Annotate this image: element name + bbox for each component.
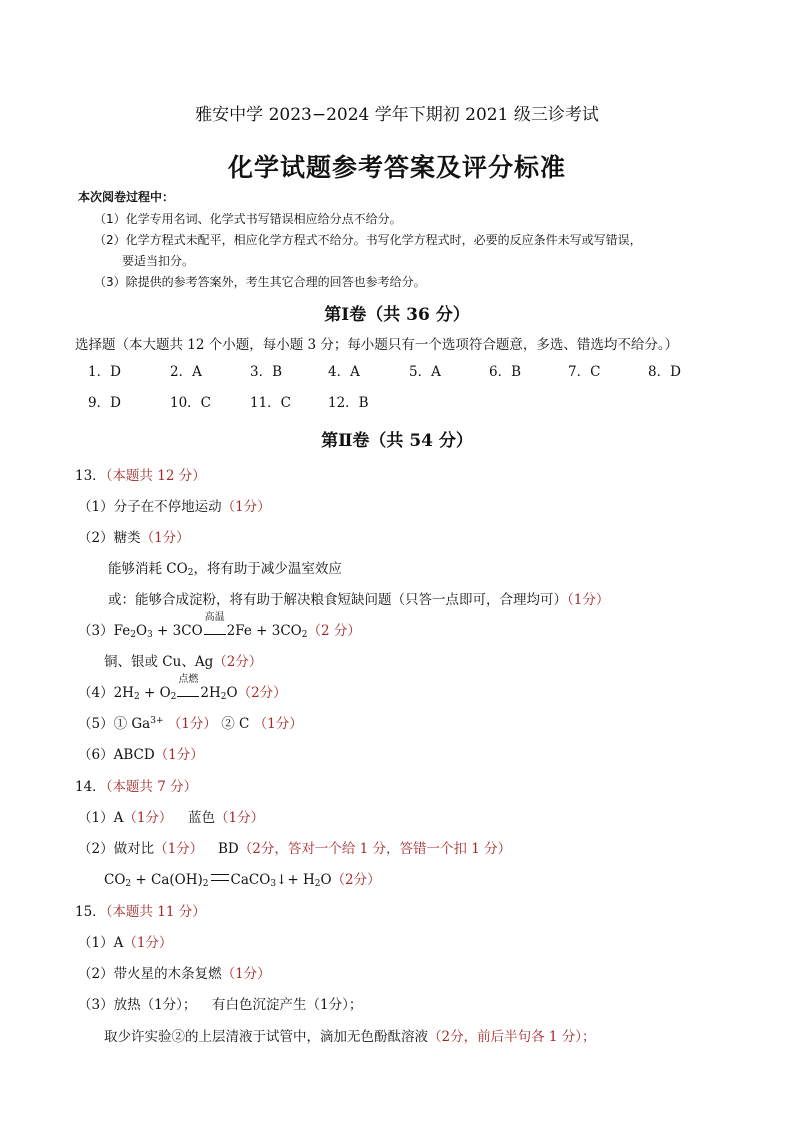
equals-sign (211, 874, 229, 881)
mcq-answer: 1．D (88, 364, 121, 380)
q13-a5b-text: ② C (221, 716, 250, 732)
q14-a1b-text: 蓝色 (188, 810, 215, 826)
q13-a2c-text: 或：能够合成淀粉，将有助于解决粮食短缺问题（只答一点即可，合理均可） (108, 592, 567, 608)
q15-a3b (212, 993, 362, 1013)
q13-number: 13． (75, 468, 106, 484)
q13-a2-score: （1分） (140, 530, 190, 546)
q13-a3b-text: 铜、银或 Cu、Ag (104, 654, 214, 670)
page-title: 化学试题参考答案及评分标准 (227, 153, 566, 182)
q13-a5-sup: 3+ (150, 716, 164, 726)
mcq-answer: 4．A (328, 364, 360, 380)
q14-a1b-score: （1分） (215, 810, 265, 826)
q15-a3c (104, 1025, 596, 1045)
mcq-answer: 10．C (170, 395, 212, 411)
q14-a1b (188, 806, 264, 826)
mcq-answer: 3．B (250, 364, 283, 380)
mcq-answer: 9．D (88, 395, 121, 411)
q15-a3-score: （1分）； (140, 997, 197, 1013)
q13-a5-score2: （1分） (253, 716, 303, 732)
q15-a3-text: （3）放热 (78, 997, 141, 1013)
q13-a2 (78, 526, 190, 546)
q13-a6 (78, 743, 204, 763)
q15-a1-score: （1分） (123, 935, 173, 951)
q13-a4-score: （2分） (237, 685, 287, 701)
q14-a2-text: （2）做对比 (78, 841, 155, 857)
q14-a2-score: （1分） (154, 841, 204, 857)
q15-a3c-text: 取少许实验②的上层清液于试管中，滴加无色酚酞溶液 (104, 1029, 428, 1045)
note-2a: （2）化学方程式未配平，相应化学方程式不给分。书写化学方程式时，必要的反应条件未写或写错误， (94, 233, 642, 247)
q15-a3 (78, 993, 196, 1013)
reaction-arrow (177, 674, 199, 701)
q13-a2-text: （2）糖类 (78, 530, 141, 546)
part1-intro: 选择题（本大题共 12 个小题，每小题 3 分；每小题只有一个选项符合题意，多选、错选均不给分。） (75, 337, 679, 353)
q15-a3b-score: （1分）； (306, 997, 363, 1013)
q13-a2c-score: （1分） (567, 592, 610, 608)
q14-number: 14． (75, 779, 106, 795)
q13-a5-text: （5）① Ga (78, 716, 151, 732)
q14-a2b-score: （2分，答对一个给 1 分，答错一个扣 1 分） (238, 841, 512, 857)
q15-a1-text: （1）A (78, 935, 124, 951)
q13-a6-score: （1分） (154, 747, 204, 763)
q14-a1-text: （1）A (78, 810, 124, 826)
q15-score: （本题共 11 分） (105, 904, 206, 920)
q15-a3c-score: （2分，前后半句各 1 分）； (428, 1029, 596, 1045)
part2-title: 第Ⅱ卷（共 54 分） (321, 431, 473, 451)
q14-a1 (78, 806, 172, 826)
q13-a5-score1: （1分） (167, 716, 217, 732)
mcq-answer: 7．C (568, 364, 601, 380)
q13-a5 (78, 712, 303, 732)
reaction-arrow (204, 612, 226, 639)
q15-heading (75, 900, 206, 920)
q13-a1-score: （1分） (221, 499, 271, 515)
q13-a6-text: （6）ABCD (78, 747, 155, 763)
mcq-answer: 11．C (250, 395, 292, 411)
q13-a1-text: （1）分子在不停地运动 (78, 499, 222, 515)
mcq-answer: 12．B (328, 395, 369, 411)
reaction-condition: 点燃 (178, 674, 199, 685)
q15-number: 15． (75, 904, 106, 920)
q13-a2b (108, 557, 342, 578)
notes-heading: 本次阅卷过程中： (78, 190, 175, 204)
q13-a3b (104, 650, 262, 670)
note-1: （1）化学专用名词、化学式书写错误相应给分点不给分。 (94, 212, 402, 226)
q13-a3-equation: $(3)Fe_2O_3 + 3CO$ 高温 $2Fe + 3CO_2(2$ 分） (78, 612, 361, 640)
q15-a2-score: （1分） (221, 966, 271, 982)
q13-a3-score: （2 分） (307, 623, 361, 639)
q13-score: （本题共 12 分） (105, 468, 206, 484)
mcq-answer: 8．D (648, 364, 681, 380)
reaction-condition: 高温 (204, 612, 225, 623)
q13-a2b-sub: 2 (187, 568, 194, 578)
note-3: （3）除提供的参考答案外，考生其它合理的回答也参考给分。 (94, 275, 426, 289)
q13-heading (75, 464, 206, 484)
mcq-answer: 2．A (170, 364, 202, 380)
part1-title: 第Ⅰ卷（共 36 分） (324, 305, 470, 325)
q14-a2b-text: BD (218, 841, 239, 857)
q13-a2b-tail: ，将有助于减少温室效应 (193, 561, 342, 577)
q13-a3b-score: （2分） (213, 654, 263, 670)
q14-equation-score: （2分） (331, 872, 381, 888)
mcq-answer: 5．A (409, 364, 441, 380)
q15-a1 (78, 931, 172, 951)
q14-a2b (218, 837, 511, 857)
mcq-answer: 6．B (489, 364, 522, 380)
q13-a1 (78, 495, 271, 515)
q13-a4-equation: $(4)2H_2 + O_2$ 点燃 $2H_2O(2$分） (78, 674, 287, 702)
q15-a2-text: （2）带火星的木条复燃 (78, 966, 222, 982)
q14-score: （本题共 7 分） (105, 779, 198, 795)
q15-a3b-text: 有白色沉淀产生 (212, 997, 307, 1013)
q14-heading (75, 775, 197, 795)
note-2b: 要适当扣分。 (122, 254, 195, 268)
q14-equation: $CO_2 + Ca(OH)_2$ CaCO$_3$↓+ $H_2O(2$分） (104, 872, 381, 889)
q13-a2c (108, 588, 609, 608)
q14-a2 (78, 837, 203, 857)
q13-a4-prefix: （4） (78, 685, 114, 701)
school-line: 雅安中学 2023−2024 学年下期初 2021 级三诊考试 (195, 105, 599, 125)
q14-a1-score: （1分） (123, 810, 173, 826)
q15-a2 (78, 962, 271, 982)
q13-a3-prefix: （3） (78, 623, 114, 639)
q13-a2b-text: 能够消耗 CO (108, 561, 188, 577)
